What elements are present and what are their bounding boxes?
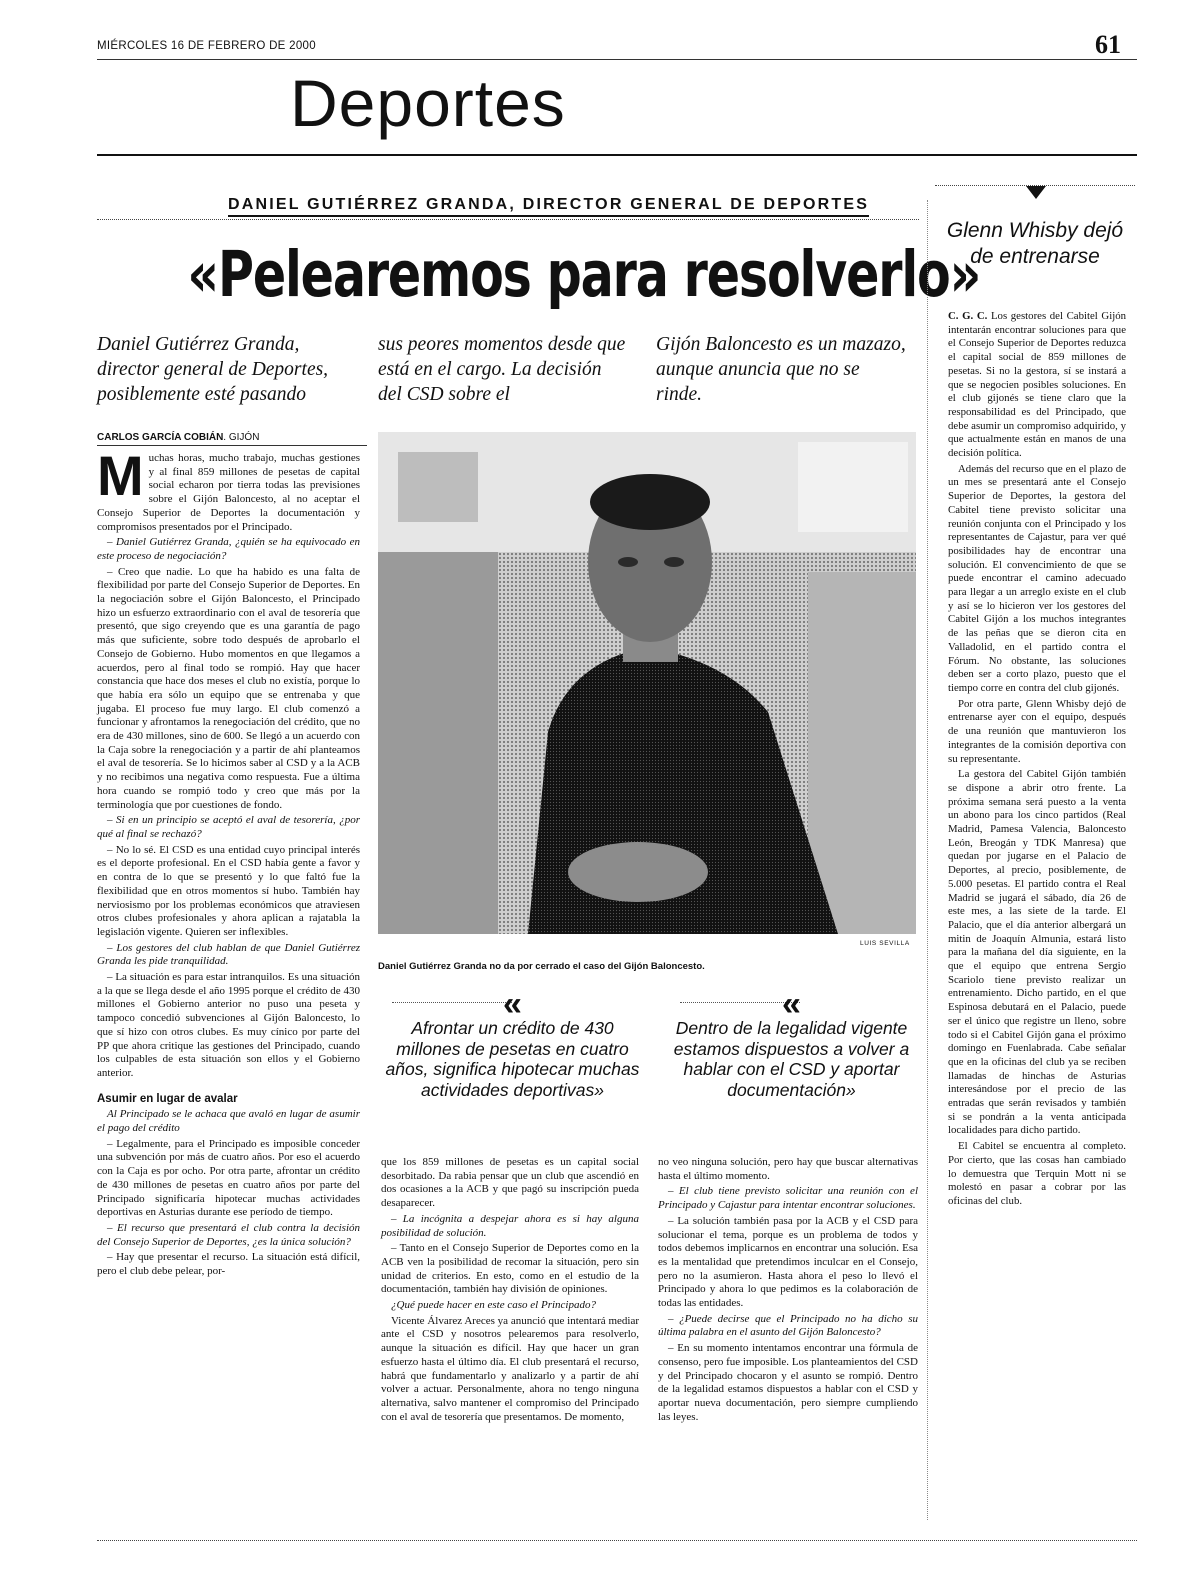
sidebar-headline: Glenn Whisby dejó de entrenarse: [946, 219, 1124, 268]
col3-answer: – La solución también pasa por la ACB y el CSD para solucionar el tema, porque es un problema de todos y todos debemos implicarnos en encontrar una solución. Esa es la mentalidad que pretendimos inculcar en el Consejo, pero no la asumieron. Hasta ahora el peso lo llevó el Principado y ahora lo que pedimos es la colaboración de todas las entidades.: [658, 1214, 918, 1310]
article-kicker: DANIEL GUTIÉRREZ GRANDA, DIRECTOR GENERAL DE DEPORTES: [228, 196, 869, 217]
byline-place: . GIJÓN: [223, 432, 260, 443]
col2-question: ¿Qué puede hacer en este caso el Principado?: [391, 1299, 596, 1312]
col1-answer: – No lo sé. El CSD es una entidad cuyo principal interés es el deporte profesional. En el CSD había gente a favor y en contra de lo que se presentó y lo que faltó fue la flexibilidad que en otros momentos sí hubo. También hay nerviosismo por los problemas económicos que atraviesen otros clubes profesionales y ahora aplican a rajatabla la legislación vigente. Quieren ser inflexibles.: [97, 843, 360, 938]
sidebar-paragraph: La gestora del Cabitel Gijón también se dispone a abrir otro frente. La próxima semana será puesto a la venta un abono para los cinco partidos (Real Madrid, Pamesa Valencia, Baloncesto León, Breogán y TDK Manresa) que quedan por jugarse en el Palacio de Deportes, al precio, posiblemente, de 5.000 pesetas. El partido contra el Real Madrid se jugará el sábado, día 26 de este mes, a las siete de la tarde. El Palacio, que el día anterior albergará un mitin de Joaquín Almunia, estará listo para la mañana del día siguiente, en la que el equipo que entrena Sergio Scariolo tiene previsto realizar un entrenamiento. Dicho partido, en el que Espinosa debutará en el Palacio, puede ser el único que registre un lleno, sobre todo si el Cabitel Gijón gana el próximo domingo en Fuenlabrada. Cabe señalar que en la oficinas del club ya se reciben llamadas de hinchas de Asturias interesándose por el precio de las entradas que serán revisados y también si se pondrán a la venta anticipada localidades para dicho partido.: [948, 768, 1126, 1137]
pullquote-mark: «: [503, 985, 522, 1023]
article-column-3: [658, 1156, 918, 1426]
section-title: Deportes: [290, 66, 566, 140]
sidebar-column: [948, 310, 1126, 1211]
article-column-2: [381, 1156, 639, 1426]
col2-paragraph: que los 859 millones de pesetas es un capital social desorbitado. Da rabia pensar que un club que ascendió en dos ocasiones a la ACB y que pagó su inscripción pueda desaparecer.: [381, 1156, 639, 1210]
drop-cap: M: [97, 444, 144, 507]
column-divider: [927, 200, 928, 1520]
col1-question: – Daniel Gutiérrez Granda, ¿quién se ha equivocado en este proceso de negociación?: [97, 536, 360, 562]
triangle-down-icon: [1026, 186, 1046, 199]
section-rule: [97, 154, 1137, 156]
page-date: MIÉRCOLES 16 DE FEBRERO DE 2000: [97, 40, 316, 52]
sidebar-lead: C. G. C.: [948, 310, 988, 322]
article-photo: [378, 432, 916, 934]
col1-answer: – La situación es para estar intranquilos. Es una situación a la que se llega desde el año 1995 porque el crédito de 430 millones el Gobierno anterior no puso una peseta y tampoco concedió subvenciones al Gijón Baloncesto, lo que sí hizo con otros clubes. Es muy cínico por parte del PP que ahora critique las gestiones del Principado, cuando los culpables de esta situación son ellos y el Gobierno anterior.: [97, 971, 360, 1079]
col1-subhead: Asumir en lugar de avalar: [97, 1092, 238, 1105]
pullquote-mark: «: [782, 985, 801, 1023]
top-rule: [97, 59, 1137, 60]
pullquote-left-text: Afrontar un crédito de 430 millones de pesetas en cuatro años, significa hipotecar muchas actividades deportivas»: [385, 1018, 640, 1100]
page-number: 61: [1095, 30, 1121, 59]
deck-part-3: Gijón Baloncesto es un mazazo, aunque anuncia que no se rinde.: [656, 334, 906, 405]
article-headline: «Pelearemos para resolverlo»: [187, 238, 981, 311]
photo-credit: LUIS SEVILLA: [860, 940, 910, 947]
col3-question: – ¿Puede decirse que el Principado no ha dicho su última palabra en el asunto del Gijón Baloncesto?: [658, 1312, 918, 1339]
col2-question: – La incógnita a despejar ahora es si hay alguna posibilidad de solución.: [381, 1212, 639, 1239]
photo-caption: Daniel Gutiérrez Granda no da por cerrado el caso del Gijón Baloncesto.: [378, 961, 705, 972]
col2-answer: Vicente Álvarez Areces ya anunció que intentará mediar ante el CSD y nosotros pelearemos para resolverlo, aunque la situación es difícil. Hay que hacer un gran esfuerzo hasta el último día. El club presentará el recurso, habrá que fundamentarlo y analizarlo y a partir de ahí volver a actuar. Personalmente, ahora no tengo ninguna alternativa, salvo mantener el compromiso del Principado con el aval de tesorería que presentamos. De momento,: [381, 1314, 639, 1423]
col3-paragraph: no veo ninguna solución, pero hay que buscar alternativas hasta el último momento.: [658, 1156, 918, 1182]
col3-question: – El club tiene previsto solicitar una reunión con el Principado y Cajastur para intentar encontrar soluciones.: [658, 1185, 918, 1212]
kicker-rule: [97, 219, 919, 220]
col1-answer: – Legalmente, para el Principado es imposible conceder una subvención por más de cuatro años. Por eso el acuerdo con la Caja es por ocho. Por otra parte, afrontar un crédito de 430 millones de pesetas en cuatro años por parte del Principado significaría hipotecar muchas actividades deportivas en Asturias durante ese período de tiempo.: [97, 1137, 360, 1219]
sidebar-paragraph: Además del recurso que en el plazo de un mes se presentará ante el Consejo Superior de Deportes, la gestora del Cabitel tiene previsto solicitar una reunión conjunta con el Principado y los representantes de Cajastur, para ver qué posibilidades hay de encontrar una solución. El convencimiento de que se puede encontrar el camino adecuado para llegar a un arreglo existe en el club y así se lo hicieron ver los gestores del Cabitel Gijón a los muchos integrantes de las peñas que se dieron cita en Valladolid, en el partido contra el Fórum. No obstante, las soluciones deben ser a corto plazo, puesto que el tiempo corre en contra del club gijonés.: [948, 462, 1126, 694]
byline-author: CARLOS GARCÍA COBIÁN: [97, 432, 224, 443]
col1-question: – Si en un principio se aceptó el aval de tesorería, ¿por qué al final se rechazó?: [97, 814, 360, 840]
deck-part-1: Daniel Gutiérrez Granda, director general de Deportes, posiblemente esté pasando: [97, 334, 329, 405]
deck-part-2: sus peores momentos desde que está en el cargo. La decisión del CSD sobre el: [378, 334, 626, 405]
col1-answer: – Hay que presentar el recurso. La situación está difícil, pero el club debe pelear, por-: [97, 1251, 360, 1278]
pullquote-right: [664, 985, 919, 1100]
col1-question: – El recurso que presentará el club contra la decisión del Consejo Superior de Deportes, ¿es la única solución?: [97, 1221, 360, 1248]
pullquote-left: [385, 985, 640, 1100]
bottom-rule: [97, 1540, 1137, 1541]
col3-answer: – En su momento intentamos encontrar una fórmula de consenso, pero fue imposible. Los planteamientos del CSD y del Principado chocaron y el asunto se rompió. Dentro de la legalidad estamos dispuestos a hablar con el CSD y aportar nueva documentación, pero siempre cumpliendo las leyes.: [658, 1342, 918, 1423]
article-column-1: [97, 444, 360, 1281]
portrait-photo: [378, 432, 916, 934]
col1-answer: – Creo que nadie. Lo que ha habido es una falta de flexibilidad por parte del Consejo Superior de Deportes. En la negociación sobre el Gijón Baloncesto, el Principado hizo un esfuerzo extraordinario con el aval de tesorería que presentó, que sigo creyendo que es una garantía de pago más que suficiente, sobre todo después de aprobarlo el Consejo de Gobierno. Hubo momentos en que llegamos a acuerdos, pero al final todo se rompió. Hay que hacer constancia que hace dos meses el club no existía, porque lo que había era sólo un equipo que se entrenaba y que jugaba. El proceso fue muy largo. El club comenzó a funcionar y afrontamos la renegociación del crédito, que no era de 430 millones, sino de 600. Se llegó a un acuerdo con la Caja sobre la renegociación y a partir de ahí planteamos el aval de tesorería. Se lo hicimos saber al CSD y a la ACB y no recibimos una negativa como respuesta. Fue a última hora cuando se rompió todo y creo que más por la terminología que por cuestiones de fondo.: [97, 565, 360, 811]
sidebar-paragraph: Por otra parte, Glenn Whisby dejó de entrenarse ayer con el equipo, después de una reunión que mantuvieron los integrantes de la comisión deportiva con su representante.: [948, 697, 1126, 765]
sidebar-paragraph: Los gestores del Cabitel Gijón intentarán encontrar soluciones para que el Consejo Superior de Deportes reduzca el capital social de 859 millones de pesetas. Si no la gestora, sí se instará a que se negocien posibles soluciones. En el club gijonés se tiene claro que la responsabilidad es del Principado, que debe asumir un compromiso adquirido, y que actualmente están en manos de una decisión política.: [948, 310, 1126, 460]
col1-question: – Los gestores del club hablan de que Daniel Gutiérrez Granda les pide tranquilidad.: [97, 941, 360, 968]
col1-question: Al Principado se le achaca que avaló en lugar de asumir el pago del crédito: [97, 1108, 360, 1135]
col1-paragraph: uchas horas, mucho trabajo, muchas gestiones y al final 859 millones de pesetas de capital social echaron por tierra todas las previsiones sobre el Gijón Baloncesto, al no aceptar el Consejo Superior de Deportes la documentación y compromisos presentados por el Principado.: [97, 452, 360, 533]
pullquote-right-text: Dentro de la legalidad vigente estamos dispuestos a volver a hablar con el CSD y aportar documentación»: [673, 1018, 910, 1100]
col2-answer: – Tanto en el Consejo Superior de Deportes como en la ACB ven la posibilidad de recomar la situación, pero sin unidad de criterios. En esto, como en el estudio de la documentación, también hay división de opiniones.: [381, 1242, 639, 1296]
sidebar-paragraph: El Cabitel se encuentra al completo. Por cierto, que las cosas han cambiado lo demuestra que Terquin Mott ni se molestó en pasar a cobrar por las oficinas del club.: [948, 1140, 1126, 1207]
